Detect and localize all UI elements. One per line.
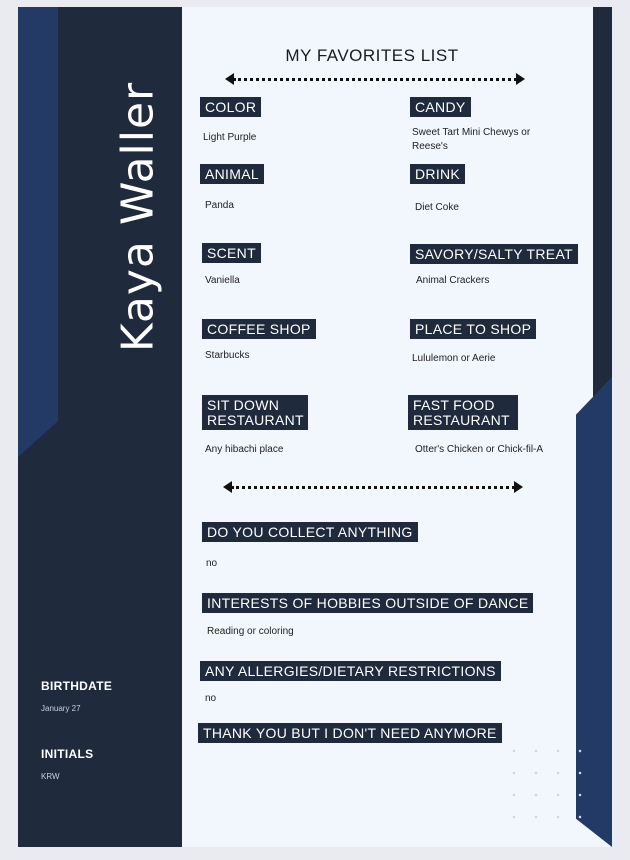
color-label: COLOR [200,97,261,117]
initials-value: KRW [41,772,60,781]
divider-arrow-top [225,73,525,85]
sitdown-label: SIT DOWN RESTAURANT [202,395,308,430]
hobbies-label: INTERESTS OF HOBBIES OUTSIDE OF DANCE [202,593,533,613]
collect-value: no [206,558,218,569]
color-value: Light Purple [203,132,257,143]
savory-value: Animal Crackers [416,275,490,286]
coffee-label: COFFEE SHOP [202,319,316,339]
shop-label: PLACE TO SHOP [410,319,536,339]
savory-label: SAVORY/SALTY TREAT [410,244,578,264]
allergies-value: no [205,693,217,704]
birthdate-value: January 27 [41,704,81,713]
drink-label: DRINK [410,164,465,184]
divider-arrow-bottom [223,481,523,493]
drink-value: Diet Coke [415,202,459,213]
sidebar [18,7,182,847]
right-accent-top [593,7,612,397]
profile-name: Kaya Waller [112,81,164,353]
sidebar-accent-stripe [18,7,58,457]
fastfood-label: FAST FOOD RESTAURANT [408,395,518,430]
initials-label: INITIALS [41,747,94,761]
coffee-value: Starbucks [205,350,250,361]
sitdown-value: Any hibachi place [205,444,284,455]
allergies-label: ANY ALLERGIES/DIETARY RESTRICTIONS [200,661,501,681]
candy-value: Sweet Tart Mini Chewys or Reese's [412,127,531,152]
dot-pattern [503,740,583,830]
favorites-sheet [18,7,612,847]
collect-label: DO YOU COLLECT ANYTHING [202,522,418,542]
shop-value: Lululemon or Aerie [412,353,496,364]
noneed-label: THANK YOU BUT I DON'T NEED ANYMORE [198,723,502,743]
hobbies-value: Reading or coloring [207,626,294,637]
scent-label: SCENT [202,243,261,263]
page-title: MY FAVORITES LIST [285,46,459,65]
animal-label: ANIMAL [200,164,264,184]
fastfood-value: Otter's Chicken or Chick-fil-A [415,444,544,455]
candy-label: CANDY [410,97,471,117]
scent-value: Vaniella [205,275,240,286]
birthdate-label: BIRTHDATE [41,679,113,693]
animal-value: Panda [205,200,234,211]
